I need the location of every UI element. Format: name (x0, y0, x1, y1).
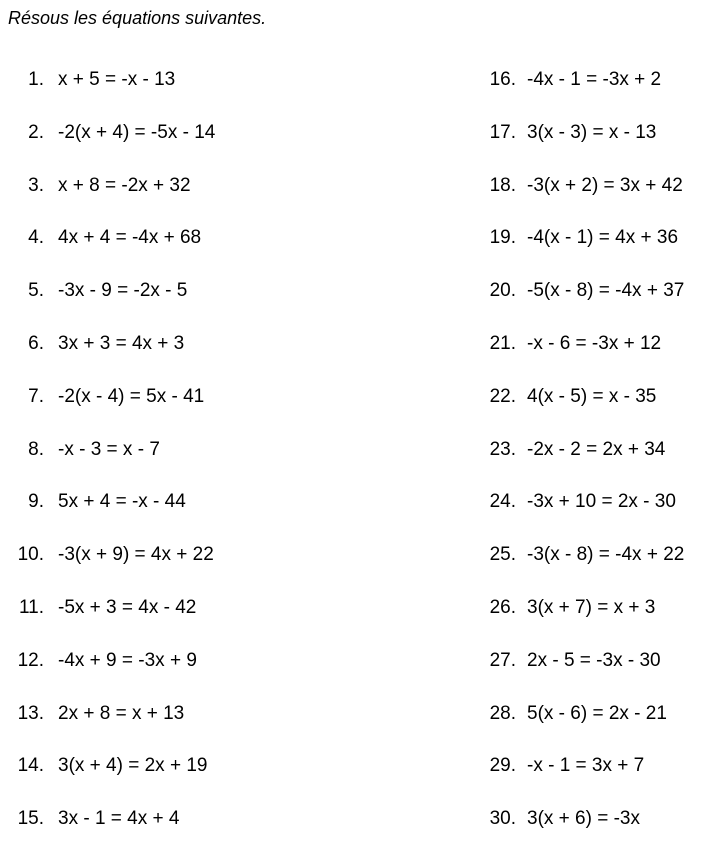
equation-item (0, 383, 215, 436)
equation-number: 20. (489, 280, 516, 302)
equation-number: 4. (28, 227, 44, 249)
equation-number: 16. (489, 69, 516, 90)
equation-text: 3x - 1 = 4x + 4 (58, 808, 180, 830)
equation-text: -2(x - 4) = 5x - 41 (58, 385, 205, 407)
equation-item (0, 66, 215, 119)
equation-text: -x - 1 = 3x + 7 (527, 755, 645, 777)
equation-text: -4x + 9 = -3x + 9 (58, 649, 197, 671)
equation-text: -x - 3 = x - 7 (58, 438, 160, 460)
equation-item (470, 700, 684, 753)
equation-text: -3(x + 2) = 3x + 42 (527, 174, 683, 196)
equation-number: 12. (17, 649, 44, 671)
equation-text: -2(x + 4) = -5x - 14 (58, 121, 216, 143)
equation-item (470, 172, 684, 225)
equation-item (0, 224, 215, 277)
equation-number: 29. (489, 755, 516, 777)
equation-text: 3(x + 7) = x + 3 (527, 596, 656, 618)
equation-item (470, 594, 684, 647)
equation-item (470, 436, 684, 489)
equation-number: 28. (489, 702, 516, 724)
equation-text: 3(x + 4) = 2x + 19 (58, 755, 208, 777)
equation-item (0, 172, 215, 225)
equation-text: 4(x - 5) = x - 35 (527, 385, 657, 407)
equation-item (470, 488, 684, 541)
equation-item (470, 383, 684, 436)
equation-item (0, 330, 215, 383)
equation-text: 5(x - 6) = 2x - 21 (527, 702, 667, 724)
equation-text: -3(x + 9) = 4x + 22 (58, 544, 214, 566)
equation-number: 9. (28, 491, 44, 513)
equation-item (470, 647, 684, 700)
equation-text: -5x + 3 = 4x - 42 (58, 596, 197, 618)
equation-item (0, 541, 215, 594)
equation-number: 19. (489, 227, 516, 249)
equation-number: 27. (489, 649, 516, 671)
equation-number: 18. (489, 174, 516, 196)
equation-number: 14. (17, 755, 44, 777)
equations-column-left (0, 66, 215, 858)
equation-text: -2x - 2 = 2x + 34 (527, 438, 666, 460)
equation-item (0, 700, 215, 753)
equation-text: x + 8 = -2x + 32 (58, 174, 191, 196)
equation-number: 11. (18, 596, 44, 618)
equation-item (470, 541, 684, 594)
equation-item (0, 488, 215, 541)
equation-text: 3(x - 3) = x - 13 (527, 121, 657, 143)
worksheet-title: Résous les équations suivantes. (8, 8, 267, 28)
equation-number: 24. (489, 491, 516, 513)
equation-item (470, 805, 684, 858)
equation-number: 15. (17, 808, 44, 830)
equation-item (470, 119, 684, 172)
equation-item (0, 277, 215, 330)
equation-number: 10. (17, 544, 44, 566)
equation-text: -3x - 9 = -2x - 5 (58, 280, 188, 302)
equation-text: 5x + 4 = -x - 44 (58, 491, 186, 513)
equation-item (470, 224, 684, 277)
equation-item (470, 752, 684, 805)
equation-text: x + 5 = -x - 13 (58, 69, 176, 90)
equation-item (470, 66, 684, 119)
equation-text: 3(x + 6) = -3x (527, 808, 640, 830)
equation-text: -4(x - 1) = 4x + 36 (527, 227, 679, 249)
equation-number: 26. (489, 596, 516, 618)
equation-text: -3x + 10 = 2x - 30 (527, 491, 676, 513)
equation-number: 8. (28, 438, 44, 460)
equation-text: -5(x - 8) = -4x + 37 (527, 280, 685, 302)
equation-text: -x - 6 = -3x + 12 (527, 332, 662, 354)
equation-number: 6. (28, 332, 44, 354)
equation-number: 3. (28, 174, 44, 196)
equation-number: 30. (489, 808, 516, 830)
equation-text: 3x + 3 = 4x + 3 (58, 332, 185, 354)
equation-number: 17. (489, 121, 516, 143)
equation-number: 25. (489, 544, 516, 566)
equation-number: 5. (28, 280, 44, 302)
equation-number: 1. (28, 69, 44, 90)
equation-number: 23. (489, 438, 516, 460)
equation-item (0, 647, 215, 700)
equation-item (470, 277, 684, 330)
equation-item (0, 119, 215, 172)
equation-number: 7. (28, 385, 44, 407)
equation-item (0, 436, 215, 489)
equation-number: 13. (17, 702, 44, 724)
equation-text: 4x + 4 = -4x + 68 (58, 227, 202, 249)
equation-text: 2x + 8 = x + 13 (58, 702, 185, 724)
equation-text: -3(x - 8) = -4x + 22 (527, 544, 685, 566)
equation-number: 21. (489, 332, 516, 354)
equation-text: -4x - 1 = -3x + 2 (527, 69, 662, 90)
equation-item (470, 330, 684, 383)
equation-item (0, 805, 215, 858)
equations-column-right (470, 66, 684, 858)
equation-item (0, 594, 215, 647)
equation-item (0, 752, 215, 805)
equation-text: 2x - 5 = -3x - 30 (527, 649, 661, 671)
equation-number: 2. (28, 121, 44, 143)
equation-number: 22. (489, 385, 516, 407)
